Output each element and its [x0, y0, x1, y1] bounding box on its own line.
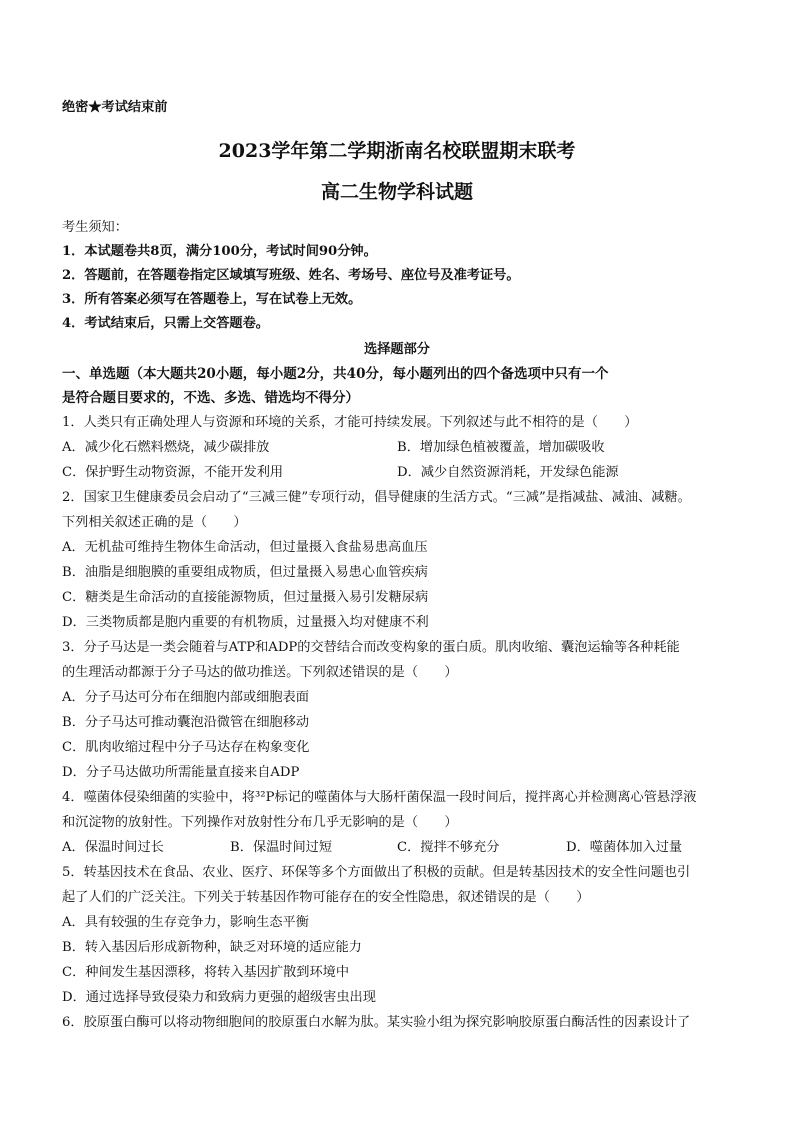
question-3-option-a: A．分子马达可分布在细胞内部或细胞表面 — [62, 690, 309, 705]
question-2-option-a: A．无机盐可维持生物体生命活动，但过量摄入食盐易患高血压 — [62, 540, 428, 555]
question-3-option-c: C．肌肉收缩过程中分子马达存在构象变化 — [62, 740, 310, 755]
question-1-stem: 1．人类只有正确处理人与资源和环境的关系，才能可持续发展。下列叙述与此不相符的是（ ） — [62, 415, 638, 430]
question-4-stem-cont: 和沉淀物的放射性。下列操作对放射性分布几乎无影响的是（ ） — [62, 815, 458, 830]
question-5-option-b: B．转入基因后形成新物种，缺乏对环境的适应能力 — [62, 940, 362, 955]
question-1-option-a: A．减少化石燃料燃烧，减少碳排放 — [62, 440, 270, 455]
confidential-label: 绝密★考试结束前 — [62, 100, 168, 115]
exam-subtitle: 高二生物学科试题 — [320, 181, 473, 203]
question-5-option-d: D．通过选择导致侵染力和致病力更强的超级害虫出现 — [62, 990, 376, 1005]
question-1-option-b: B．增加绿色植被覆盖，增加碳吸收 — [397, 440, 605, 455]
section-heading: 一、单选题（本大题共20小题，每小题2分，共40分，每小题列出的四个备选项中只有一个 — [62, 366, 609, 382]
exam-title: 2023学年第二学期浙南名校联盟期末联考 — [218, 140, 576, 162]
question-2-option-c: C．糖类是生命活动的直接能源物质，但过量摄入易引发糖尿病 — [62, 590, 429, 605]
notice-item: 4．考试结束后，只需上交答题卷。 — [62, 316, 269, 331]
question-4-option-a: A．保温时间过长 — [62, 840, 164, 855]
question-3-stem-cont: 的生理活动都源于分子马达的做功推送。下列叙述错误的是（ ） — [62, 665, 458, 680]
question-2-option-b: B．油脂是细胞膜的重要组成物质，但过量摄入易患心血管疾病 — [62, 565, 428, 580]
question-3-stem: 3．分子马达是一类会随着与ATP和ADP的交替结合而改变构象的蛋白质。肌肉收缩、囊泡运输等各种耗能 — [62, 640, 680, 655]
notice-item: 3．所有答案必须写在答题卷上，写在试卷上无效。 — [62, 292, 362, 307]
question-2-stem: 2．国家卫生健康委员会启动了“三减三健”专项行动，倡导健康的生活方式。“三减”是指减盐、减油、减糖。 — [62, 490, 691, 505]
question-5-option-a: A．具有较强的生存竞争力，影响生态平衡 — [62, 915, 309, 930]
section-part-label: 选择题部分 — [364, 342, 430, 357]
section-heading-cont: 是符合题目要求的，不选、多选、错选均不得分） — [62, 390, 359, 406]
notice-heading: 考生须知： — [62, 220, 128, 235]
question-5-stem: 5．转基因技术在食品、农业、医疗、环保等多个方面做出了积极的贡献。但是转基因技术的安全性问题也引 — [62, 865, 691, 880]
notice-item: 1．本试题卷共8页，满分100分，考试时间90分钟。 — [62, 244, 377, 259]
question-2-option-d: D．三类物质都是胞内重要的有机物质，过量摄入均对健康不利 — [62, 615, 429, 630]
question-4-option-c: C．搅拌不够充分 — [397, 840, 500, 855]
question-4-option-b: B．保温时间过短 — [230, 840, 333, 855]
question-1-option-c: C．保护野生动物资源，不能开发利用 — [62, 465, 284, 480]
question-1-option-d: D．减少自然资源消耗，开发绿色能源 — [397, 465, 619, 480]
question-3-option-d: D．分子马达做功所需能量直接来自ADP — [62, 765, 300, 780]
question-5-option-c: C．种间发生基因漂移，将转入基因扩散到环境中 — [62, 965, 350, 980]
question-4-option-d: D．噬菌体加入过量 — [566, 840, 683, 855]
question-4-stem: 4．噬菌体侵染细菌的实验中，将³²P标记的噬菌体与大肠杆菌保温一段时间后，搅拌离心并检测离心管悬浮液 — [62, 790, 697, 805]
question-6-stem: 6．胶原蛋白酶可以将动物细胞间的胶原蛋白水解为肽。某实验小组为探究影响胶原蛋白酶活性的因素设计了 — [62, 1015, 691, 1030]
question-2-stem-cont: 下列相关叙述正确的是（ ） — [62, 515, 247, 530]
question-5-stem-cont: 起了人们的广泛关注。下列关于转基因作物可能存在的安全性隐患，叙述错误的是（ ） — [62, 890, 590, 905]
question-3-option-b: B．分子马达可推动囊泡沿微管在细胞移动 — [62, 715, 310, 730]
notice-item: 2．答题前，在答题卷指定区域填写班级、姓名、考场号、座位号及准考证号。 — [62, 268, 520, 283]
